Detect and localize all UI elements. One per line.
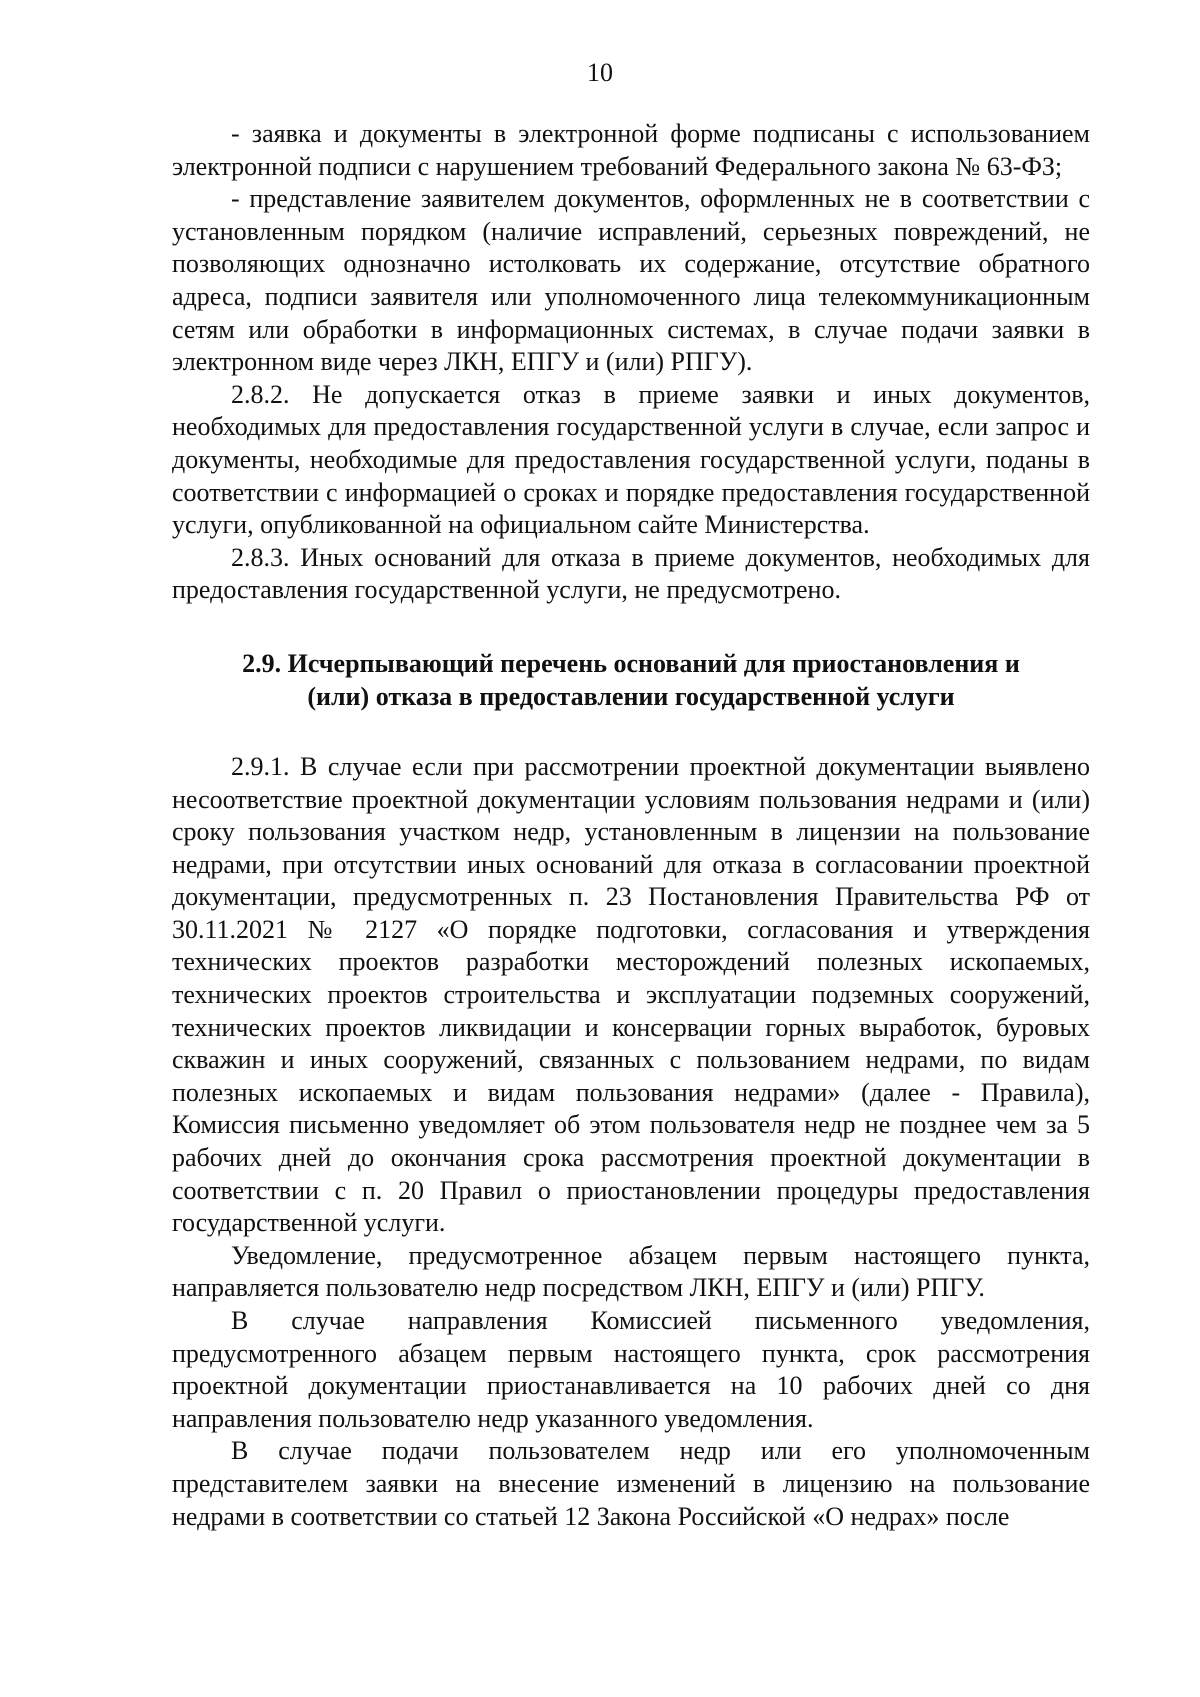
paragraph-2-9-1: 2.9.1. В случае если при рассмотрении проектной документации выявлено несоответствие проектной документации условиям пользования недрами и (или) сроку пользования участком недр, установленным в лицензии на пользование недрами, при отсутствии иных оснований для отказа в согласовании проектной документации, предусмотренных п. 23 Постановления Правительства РФ от 30.11.2021 № 2127 «О порядке подготовки, согласования и утверждения технических проектов разработки месторождений полезных ископаемых, технических проектов строительства и эксплуатации подземных сооружений, технических проектов ликвидации и консервации горных выработок, буровых скважин и иных сооружений, связанных с пользованием недрами, по видам полезных ископаемых и видам пользования недрами» (далее - Правила), Комиссия письменно уведомляет об этом пользователя недр не позднее чем за 5 рабочих дней до окончания срока рассмотрения проектной документации в соответствии с п. 20 Правил о приостановлении процедуры предоставления государственной услуги. xyxy=(172,751,1090,1238)
section-heading-line-2: (или) отказа в предоставлении государственной услуги xyxy=(307,681,955,711)
document-body xyxy=(172,118,1090,1533)
paragraph-2-8-2: 2.8.2. Не допускается отказ в приеме заявки и иных документов, необходимых для предоставления государственной услуги в случае, если запрос и документы, необходимые для предоставления государственной услуги, поданы в соответствии с информацией о сроках и порядке предоставления государственной услуги, опубликованной на официальном сайте Министерства. xyxy=(172,379,1090,540)
section-heading-line-1: 2.9. Исчерпывающий перечень оснований для приостановления и xyxy=(242,648,1020,678)
paragraph-license-change: В случае подачи пользователем недр или его уполномоченным представителем заявки на внесение изменений в лицензию на пользование недрами в соответствии со статьей 12 Закона Российской «О недрах» после xyxy=(172,1436,1090,1531)
paragraph-electronic-signature: - заявка и документы в электронной форме подписаны с использованием электронной подписи с нарушением требований Федерального закона № 63-ФЗ; xyxy=(172,119,1090,181)
paragraph-improper-documents: - представление заявителем документов, оформленных не в соответствии с установленным порядком (наличие исправлений, серьезных повреждений, не позволяющих однозначно истолковать их содержание, отсутствие обратного адреса, подписи заявителя или уполномоченного лица телекоммуникационным сетям или обработки в информационных системах, в случае подачи заявки в электронном виде через ЛКН, ЕПГУ и (или) РПГУ). xyxy=(172,184,1090,377)
section-heading-2-9 xyxy=(172,647,1090,713)
paragraph-suspension-term: В случае направления Комиссией письменного уведомления, предусмотренного абзацем первым настоящего пункта, срок рассмотрения проектной документации приостанавливается на 10 рабочих дней со дня направления пользователю недр указанного уведомления. xyxy=(172,1306,1090,1433)
paragraph-notification: Уведомление, предусмотренное абзацем первым настоящего пункта, направляется пользователю недр посредством ЛКН, ЕПГУ и (или) РПГУ. xyxy=(172,1240,1090,1303)
page-number: 10 xyxy=(587,58,613,87)
paragraph-2-8-3: 2.8.3. Иных оснований для отказа в приеме документов, необходимых для предоставления государственной услуги, не предусмотрено. xyxy=(172,542,1090,605)
